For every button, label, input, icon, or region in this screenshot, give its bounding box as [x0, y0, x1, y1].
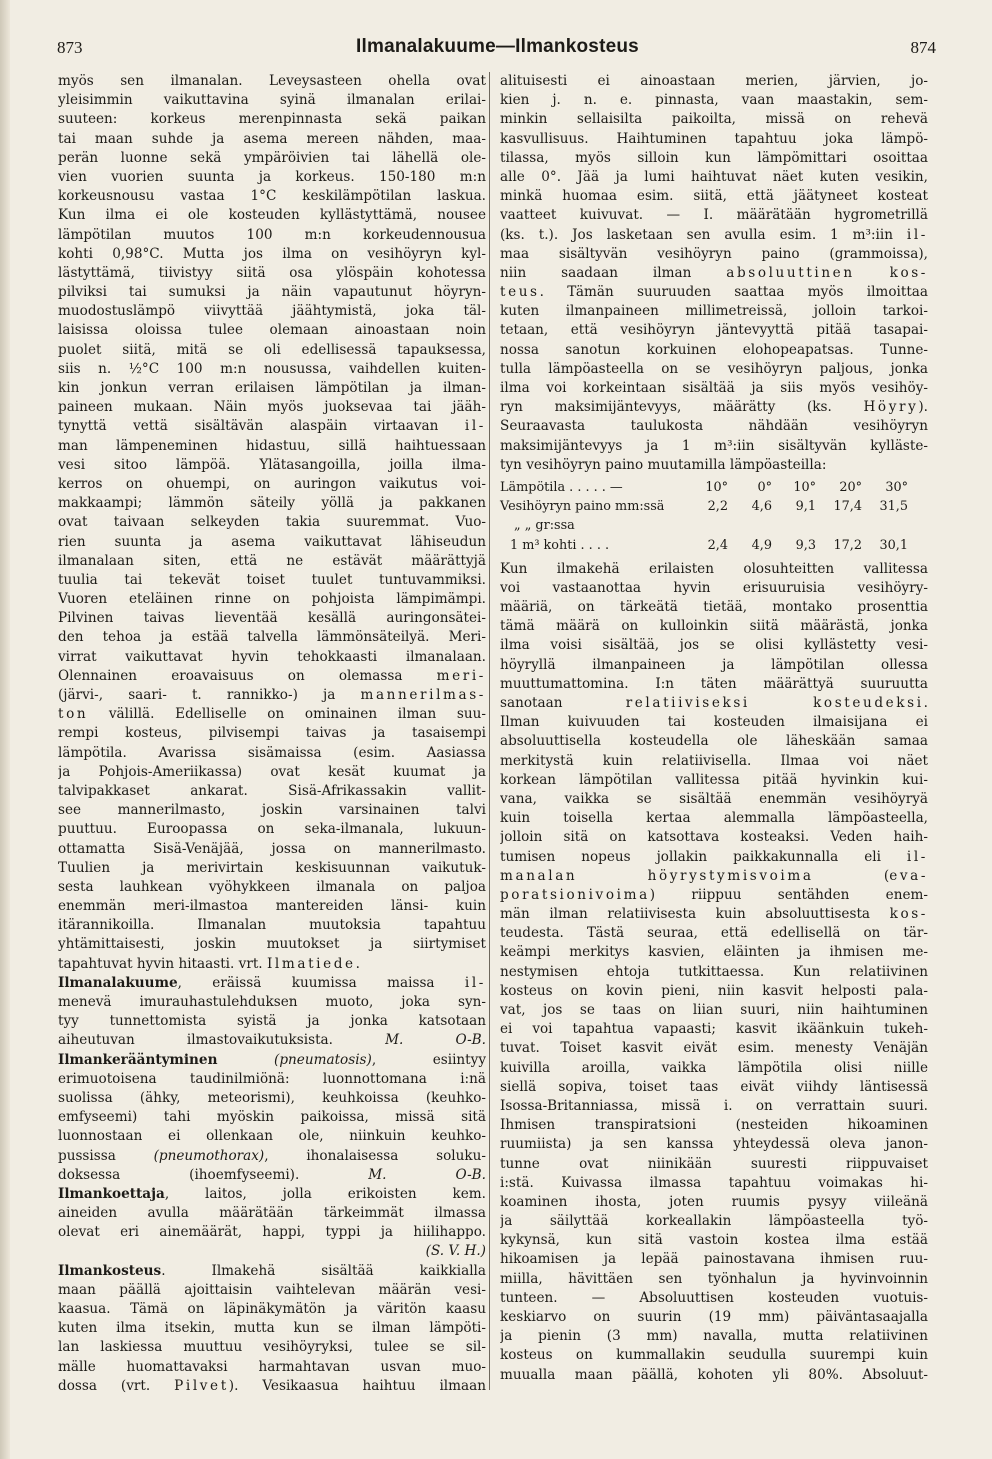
table-row [500, 536, 928, 555]
text-line: ton välillä. Edelliselle on ominainen ilman suu- [58, 706, 486, 723]
text-line: Kun ilmakehä erilaisten olosuhteitten vallitessa [500, 560, 928, 577]
text-line: sanotaan relatiiviseksi kosteudeksi. [500, 695, 928, 711]
text-line: puolet siitä, mitä se oli edellisessä tapauksessa, [58, 341, 486, 358]
text-line: vaatteet kuivuvat. — I. määrätään hygrometrillä [500, 207, 928, 224]
text-line: Olennainen eroavaisuus on olemassa meri- [58, 667, 486, 684]
text-line: kasvullisuus. Haihtuminen tapahtuu joka lämpö- [500, 130, 928, 147]
text-line: vat, jos se taas on liian suuri, niin haihtuminen [500, 1002, 928, 1018]
text-line: pussissa (pneumothorax), ihonalaisessa soluku- [58, 1147, 486, 1164]
text-line: tämä määrä on kulloinkin siitä määrästä, jonka [500, 618, 928, 635]
text-line: nossa sanotun korkuinen elohopeapatsas. Tunne- [500, 341, 928, 358]
text-line: ruumiista) ja sen kanssa yhteydessä oleva janon- [500, 1136, 928, 1153]
text-line: siis n. ½°C 100 m:n nousussa, vaihdellen kuiten- [58, 360, 486, 377]
text-line: ja pienin (3 mm) navalla, mutta relatiivinen [500, 1328, 928, 1345]
text-line: minkin sellaisilta paikoilta, missä on rehevä [500, 111, 928, 128]
table-cell: 17,2 [833, 537, 862, 553]
text-line: määriä, on tärkeätä tietää, montako prosenttia [500, 599, 928, 616]
text-line: tynyttä vettä sisältävän alaspäin virtaavan il- [58, 418, 486, 435]
text-line: Seuraavasta taulukosta nähdään vesihöyryn [500, 418, 928, 435]
text-line: ei voi tapahtua vapaasti; kasvit ikäänkuin tukeh- [500, 1021, 928, 1038]
running-title: Ilmanalakuume—Ilmankosteus [356, 36, 639, 57]
text-line: vana, vaikka se sisältää enemmän vesihöyryä [500, 790, 928, 807]
text-line: laisissa oloissa tulee olemaan ainoastaan noin [58, 322, 486, 339]
text-line: kosteus on kovin pieni, niin kasvit helposti pala- [500, 982, 928, 999]
page-header [55, 36, 940, 62]
table-row [500, 497, 928, 516]
table-row [500, 516, 928, 535]
table-cell: 30° [885, 479, 908, 495]
text-line: man lämpeneminen hidastuu, sillä haihtuessaan [58, 437, 486, 454]
text-line: muualla maan päällä, kohoten yli 80%. Absoluut- [500, 1366, 928, 1383]
text-line: tumisen nopeus jollakin paikkakunnalla eli il- [500, 848, 928, 865]
text-line: menevä imurauhastulehduksen muoto, joka syn- [58, 994, 486, 1010]
text-line: tapahtuvat hyvin hitaasti. vrt. Ilmatiede. [58, 955, 360, 972]
text-line: ilmanalaan siten, että ne estävät määrättyjä [58, 552, 486, 569]
text-line: ilma voisi sisältää, jos se olisi kyllästetty vesi- [500, 637, 928, 654]
text-line: (järvi-, saari- t. rannikko-) ja mannerilmas- [58, 687, 486, 703]
text-line: yhtämittaisesti, joskin muutokset ja siirtymiset [58, 936, 486, 953]
text-line: ovat taivaan selkeyden takia suuremmat. Vuo- [58, 514, 486, 531]
text-line: alituisesti ei ainoastaan merien, järvien, jo- [500, 73, 928, 89]
text-line: emfyseemi) tahi myöskin paikoissa, missä sitä [58, 1109, 486, 1126]
text-line: tetaan, että vesihöyryn jäntevyyttä pitää tasapai- [500, 322, 928, 339]
text-line: minkä huomaa esim. siitä, että jäätyneet kosteat [500, 188, 928, 205]
text-line: nestymisen ehtoja tutkittaessa. Kun relatiivinen [500, 963, 928, 980]
text-line: maa sisältyvän vesihöyryn paino (grammoissa), [500, 245, 928, 262]
text-line: i:stä. Kuivassa ilmassa tapahtuu voimakas hi- [500, 1174, 928, 1191]
text-line: siellä sopiva, toiset taas eivät viihdy läntisessä [500, 1078, 928, 1095]
text-line: manalan höyrystymisvoima (eva- [500, 867, 928, 884]
table-row-label: Lämpötila . . . . . — [500, 479, 623, 495]
text-line: aineiden avulla määrätään tärkeimmät ilmassa [58, 1205, 486, 1222]
book-binding-edge [0, 0, 10, 1459]
right-column [500, 72, 928, 1385]
text-line: makkaampi; lämmön säteily yöllä ja pakkanen [58, 495, 486, 512]
text-line: lan laskiessa muuttuu vesihöyryksi, tulee se sil- [58, 1339, 486, 1356]
text-line: tuulia tai tekevät toiset tuulet tuntuvammiksi. [58, 571, 486, 588]
text-line: virrat vaikuttavat hyvin tehokkaasti ilmanalaan. [58, 648, 486, 665]
right-column-bottom-text [500, 560, 928, 1385]
table-cell: 9,3 [795, 537, 816, 553]
text-line: alle 0°. Jää ja lumi haihtuvat näet kuten vesikin, [500, 168, 928, 185]
text-line: män ilman relatiivisesta kuin absoluuttisesta kos- [500, 906, 928, 923]
text-line: tai maan suhde ja asema mereen nähden, maa- [58, 130, 486, 147]
text-line: erimuotoisena taudinilmiönä: luonnottomana i:nä [58, 1070, 486, 1087]
text-line: teudesta. Tästä seuraa, että edellisellä on tär- [500, 925, 928, 942]
text-line: rempi kosteus, pilvisempi taivas ja tasaisempi [58, 725, 486, 742]
right-column-top-text [500, 72, 928, 475]
text-line: luonnostaan ei ollenkaan ole, niinkuin keuhko- [58, 1128, 486, 1145]
text-line: muodostuslämpö viivyttää jäähtymistä, joka täl- [58, 303, 486, 320]
text-line: Ilmankerääntyminen (pneumatosis), esiintyy [58, 1051, 486, 1068]
text-line: maan päällä ajoittaisin vaihtelevan määrän vesi- [58, 1281, 486, 1298]
text-line: vesi sitoo lämpöä. Ylätasangoilla, joilla ilma- [58, 456, 486, 473]
text-line: teus. Tämän suuruuden saattaa myös ilmoittaa [500, 284, 928, 301]
text-line: (ks. t.). Jos lasketaan sen avulla esim. 1 m³:iin il- [500, 226, 928, 243]
text-line: jolloin sitä on katsottava kosteaksi. Veden haih- [500, 829, 928, 846]
text-line: maksimijäntevyys ja 1 m³:iin sisältyvän kylläste- [500, 437, 928, 454]
text-line: keämpi merkitys kasvien, eläinten ja ihmisen me- [500, 944, 928, 961]
text-line: paineen mukaan. Näin myös juoksevaa tai jääh- [58, 399, 486, 416]
table-cell: 4,9 [751, 537, 772, 553]
text-line: tunne ovat niinikään suuresti riippuvaiset [500, 1155, 928, 1172]
table-cell: 2,4 [707, 537, 728, 553]
text-line: suolissa (ähky, meteorismi), keuhkoissa (keuhko- [58, 1089, 486, 1106]
table-row [500, 478, 928, 497]
table-row-label: Vesihöyryn paino mm:ssä [500, 499, 665, 515]
text-line: miilla, hävittäen sen työnhalun ja hyvinvoinnin [500, 1270, 928, 1287]
table-row-label: „ „ gr:ssa [514, 518, 575, 534]
text-line: tyn vesihöyryn paino muutamilla lämpöasteilla: [500, 456, 827, 473]
text-line: Tuulien ja merivirtain keskisuunnan vaikutuk- [58, 859, 486, 876]
text-line: kerros on ohuempi, on auringon vaikutus voi- [58, 475, 486, 492]
text-line: kuin toisella kertaa alemmalla lämpöasteella, [500, 810, 928, 827]
table-cell: 2,2 [707, 499, 728, 515]
text-line: ottamatta Sisä-Venäjää, jossa on mannerilmasto. [58, 840, 486, 857]
table-cell: 10° [705, 479, 728, 495]
text-line: itärannikoilla. Ilmanalan muutoksia tapahtuu [58, 917, 486, 934]
text-line: Ilmankoettaja, laitos, jolla erikoisten kem. [58, 1185, 486, 1202]
text-line: kien j. n. e. pinnasta, vaan maastakin, sem- [500, 92, 928, 109]
text-line: kuten ilma itsekin, mutta kun se ilman lämpöti- [58, 1320, 486, 1337]
text-line: tyy tunnettomista syistä ja jonka katsotaan [58, 1013, 486, 1030]
text-line: ja säilyttää korkeallakin lämpöasteella työ- [500, 1213, 928, 1230]
table-cell: 10° [793, 479, 816, 495]
text-line: tunteen. — Absoluuttisen kosteuden vuotuis- [500, 1289, 928, 1306]
water-vapor-table [500, 478, 928, 555]
text-line: aiheutuvan ilmastovaikutuksista. M. O-B. [58, 1032, 486, 1049]
text-line: Kun ilma ei ole kosteuden kyllästyttämä, nousee [58, 207, 486, 224]
text-line: sesta lauhkean vyöhykkeen ilmanala on paljoa [58, 878, 486, 895]
text-line: talvipakkaset ankarat. Sisä-Afrikassakin vallit- [58, 782, 486, 799]
text-line: puuttuu. Euroopassa on seka-ilmanala, lukuun- [58, 821, 486, 838]
text-line: ilma voi korkeintaan sisältää ja siis myös vesihöy- [500, 380, 928, 396]
text-line: pilviksi tai sumuksi ja näin vapautunut höyryn- [58, 284, 486, 301]
text-line: kaasua. Tämä on läpinäkymätön ja väritön kaasu [58, 1301, 486, 1317]
text-line: kuivilla aroilla, vaikka lämpötila olisi niille [500, 1059, 928, 1076]
text-line: perän luonne sekä ympäröivien tai lähellä ole- [58, 149, 486, 166]
text-line: ja Pohjois-Ameriikassa) ovat kesät kuumat ja [58, 763, 486, 780]
text-line: merkitystä kuin relatiivisella. Ilmaa voi näet [500, 752, 928, 769]
text-line: ryn maksimijäntevyys, määrätty (ks. Höyry). [500, 399, 928, 416]
text-line: rien suunta ja asema vaikuttavat lähiseudun [58, 533, 486, 550]
text-line: hikoamisen ja lepää painostavana ihmisen ruu- [500, 1251, 928, 1268]
table-cell: 31,5 [879, 499, 908, 515]
text-line: yleisimmin vaikuttavina syinä ilmanalan erilai- [58, 92, 486, 109]
text-line: den tehoa ja estää talvella lämmönsäteilyä. Meri- [58, 629, 486, 646]
left-column [58, 72, 486, 1396]
text-line: Pilvinen taivas lieventää kesällä auringonsätei- [58, 610, 486, 627]
text-line: myös sen ilmanalan. Leveysasteen ohella ovat [58, 73, 486, 89]
table-cell: 9,1 [795, 499, 816, 515]
text-line: tilassa, myös silloin kun lämpömittari osoittaa [500, 149, 928, 166]
text-line: Ilmankosteus. Ilmakehä sisältää kaikkialla [58, 1262, 486, 1279]
text-line: Isossa-Britanniassa, missä i. on verrattain suuri. [500, 1097, 928, 1114]
text-line: muuttumattomina. I:n täten määrättyä suuruutta [500, 675, 928, 692]
text-line: höyryllä ilmanpaineen ja lämpötilan ollessa [500, 656, 928, 673]
text-line: korkeusnousu vastaa 1°C keskilämpötilan laskua. [58, 188, 486, 205]
text-line: kin jonkun verran erilaisen lämpötilan ja ilman- [58, 380, 486, 396]
text-line: enemmän meri-ilmastoa mantereiden länsi- kuin [58, 898, 486, 915]
text-line: absoluuttisella kosteudella ole läheskään samaa [500, 733, 928, 750]
text-line: kykynsä, kun sitä vastoin kostea ilma estää [500, 1232, 928, 1249]
text-line: suuteen: korkeus merenpinnasta sekä paikan [58, 111, 486, 128]
text-line: doksessa (ihoemfyseemi). M. O-B. [58, 1166, 486, 1183]
text-line: tuvat. Toiset kasvit eivät esim. menesty Venäjän [500, 1040, 928, 1057]
text-line: Ihmisen transpiratsioni (nesteiden hikoaminen [500, 1117, 928, 1134]
table-cell: 4,6 [751, 499, 772, 515]
text-line: niin saadaan ilman absoluuttinen kos- [500, 264, 928, 281]
text-line: lämpötilan muutos 100 m:n korkeudennousua [58, 226, 486, 243]
text-line: Vuoren eteläinen rinne on pohjoista lämpimämpi. [58, 591, 486, 608]
text-line: tulla lämpöasteella on se vesihöyryn paljous, jonka [500, 360, 928, 377]
text-line: lästyttämä, tiivistyy siitä osa ylöspäin kohotessa [58, 264, 486, 281]
text-line: olevat eri ainemäärät, happi, typpi ja hiilihappo. [58, 1224, 486, 1241]
text-line: kohti 0,98°C. Mutta jos ilma on vesihöyryn kyl- [58, 245, 486, 262]
text-line: poratsionivoima) riippuu sentähden enem- [500, 886, 928, 903]
table-cell: 0° [757, 479, 772, 495]
page-number-left: 873 [57, 38, 83, 57]
text-line: korkean lämpötilan vallitessa pitää hyvinkin kui- [500, 771, 928, 788]
text-line: Ilmanalakuume, eräissä kuumissa maissa il- [58, 974, 486, 991]
text-line: (S. V. H.) [425, 1243, 486, 1260]
text-line: voi vastaanottaa hyvin erisuuruisia vesihöyry- [500, 579, 928, 596]
column-divider [489, 72, 490, 1390]
page-number-right: 874 [910, 38, 936, 57]
text-line: vien vuorien suunta ja korkeus. 150-180 m:n [58, 168, 486, 185]
text-line: see mannerilmasto, joskin varsinainen talvi [58, 802, 486, 819]
table-cell: 20° [839, 479, 862, 495]
table-cell: 17,4 [833, 499, 862, 515]
text-line: kosteus on kummallakin seudulla suurempi kuin [500, 1347, 928, 1364]
table-cell: 30,1 [879, 537, 908, 553]
text-line: mälle huomattavaksi harmahtavan usvan muo- [58, 1358, 486, 1375]
text-line: Ilman kuivuuden tai kosteuden ilmaisijana ei [500, 714, 928, 731]
text-line: lämpötila. Avarissa sisämaissa (esim. Aasiassa [58, 744, 486, 761]
text-line: koaminen ihosta, joten ruumis pysyy viileänä [500, 1193, 928, 1210]
text-line: keskiarvo on suurin (19 mm) päiväntasaajalla [500, 1309, 928, 1325]
text-line: dossa (vrt. Pilvet). Vesikaasua haihtuu ilmaan [58, 1377, 486, 1394]
table-row-label: 1 m³ kohti . . . . [510, 537, 610, 553]
text-line: kuten ilmanpaineen millimetreissä, jolloin tarkoi- [500, 303, 928, 320]
